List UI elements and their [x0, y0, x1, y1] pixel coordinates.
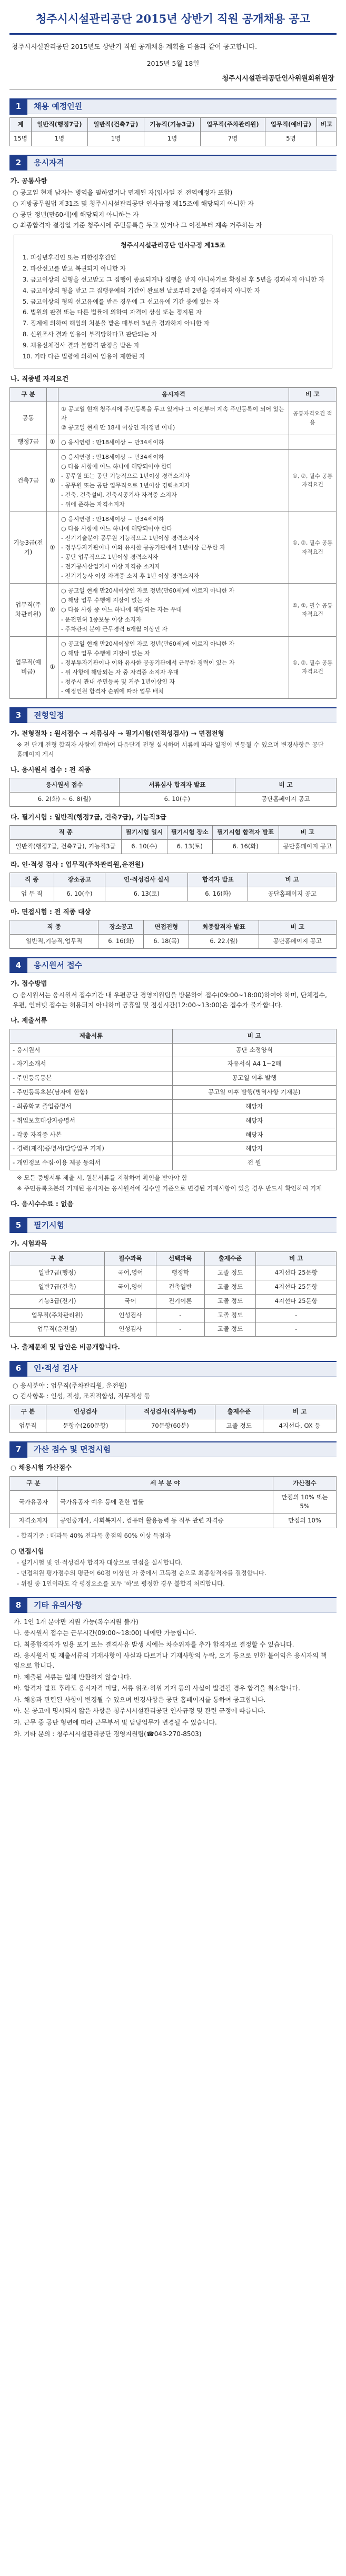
table-cell: 해당자 — [172, 1128, 336, 1142]
table-cell: 6. 16(화) — [188, 887, 248, 901]
table-cell: 인성검사 — [105, 1322, 156, 1337]
table-cell: 5명 — [265, 132, 317, 146]
subsection-title: 나. 출제문제 및 답안은 비공개합니다. — [11, 1343, 121, 1351]
table-header: 일반직(행정7급) — [31, 118, 87, 132]
table-cell: 6. 16(화) — [212, 840, 279, 854]
aptitude-table — [9, 1405, 337, 1434]
table-cell: 해당자 — [172, 1114, 336, 1128]
table-cell: 국어,영어 — [105, 1266, 156, 1280]
table-cell: 공고일 이후 발행 — [172, 1071, 336, 1086]
section-number: 3 — [9, 707, 27, 723]
table-cell: 6. 10(수) — [54, 887, 105, 901]
requirement-line: ○ 해당 업무 수행에 지장이 없는 자 — [61, 649, 150, 657]
table-cell: 6. 22.(월) — [189, 935, 259, 949]
table-cell: 해당자 — [172, 1099, 336, 1114]
table-row — [10, 402, 337, 435]
requirement-line: ○ 응시연령 : 만18세이상 ~ 만34세이하 — [61, 438, 164, 446]
table-cell: 고졸 정도 — [204, 1322, 256, 1337]
requirement-line: - 위에 준하는 자격소지자 — [61, 501, 125, 508]
table-header: 비 고 — [256, 1252, 337, 1266]
requirement-line: - 전기기능사 이상 자격증 소지 후 1년 이상 경력소지자 — [61, 573, 200, 580]
table-row — [10, 1280, 337, 1294]
table-row — [10, 1099, 337, 1114]
section-number: 4 — [9, 957, 27, 973]
interview-item: - 면접위원 평가점수의 평균이 60점 이상인 자 중에서 고득점 순으로 최종합격자를 결정합니다. — [17, 1569, 266, 1577]
table-cell: 공단 소정양식 — [172, 1043, 336, 1057]
section-header — [9, 1441, 337, 1457]
regulation-item: 7. 징계에 의하여 해임의 처분을 받은 때부터 3년을 경과하지 아니한 자 — [23, 319, 210, 327]
table-cell: 고졸 정도 — [204, 1280, 256, 1294]
table-cell: 4지선다 25문항 — [256, 1280, 337, 1294]
table-row — [10, 512, 337, 584]
table-header: 응시원서 접수 — [10, 778, 120, 793]
regulation-item: 10. 기타 다른 법령에 의하여 임용이 제한된 자 — [23, 352, 145, 360]
subsection-title: 가. 전형절차 : 원서접수 → 서류심사 → 필기시험(인적성검사) → 면접전형 — [11, 729, 224, 737]
note-text: ※ 주민등록초본의 기재된 응시자는 응시원서에 접수일 기준으로 변경된 기재사항이 있을 경우 반드시 확인하여 기재 — [17, 1184, 322, 1192]
table-cell: 기능3급(전기) — [10, 512, 47, 584]
table-row — [10, 1490, 337, 1514]
table-row — [10, 1419, 337, 1433]
section-header — [9, 707, 337, 723]
table-header: 비 고 — [248, 873, 337, 887]
table-header: 구 분 — [10, 387, 47, 402]
table-cell: 행정학 — [156, 1266, 204, 1280]
table-header: 비 고 — [172, 1029, 336, 1043]
table-cell: 70문항(60분) — [125, 1419, 215, 1433]
table-cell: 인성검사 — [105, 1308, 156, 1322]
requirement-line: - 예정인원 합격자 순위에 따라 업무 배치 — [61, 687, 164, 695]
table-cell: 국가유공자 예우 등에 관한 법률 — [57, 1490, 273, 1514]
section-number: 2 — [9, 155, 27, 171]
table-header: 장소공고 — [98, 920, 144, 935]
table-cell: 6. 2(화) ~ 6. 8(월) — [10, 793, 120, 807]
method-text: ○ 응시원서는 응시원서 접수기간 내 우편공단 경영지원팀을 방문하여 접수(09:00~18:00)하여야 하며, 단체접수, 우편, 인터넷 접수는 허용되지 아니하며 공휴일 및 점심시간(12:00~13:00)은 접수가 불가합니다. — [13, 991, 327, 1009]
table-cell: 국가유공자 — [10, 1490, 57, 1514]
table-cell: 7명 — [200, 132, 265, 146]
section-2 — [9, 155, 337, 699]
written-exam-table — [9, 825, 337, 854]
table-cell: 6. 10(수) — [119, 793, 235, 807]
table-cell: 15명 — [10, 132, 32, 146]
table-cell: - — [156, 1308, 204, 1322]
table-row — [10, 435, 337, 449]
table-row — [10, 449, 337, 512]
table-cell: ① — [47, 449, 58, 512]
table-cell: - 취업보호대상자증명서 — [10, 1114, 173, 1128]
subsection-title: 나. 제출서류 — [11, 1016, 47, 1025]
table-header: 적성검사(직무능력) — [125, 1405, 215, 1419]
notice-item: 다. 최종합격자가 임용 포기 또는 결격사유 발생 시에는 차순위자를 추가 합격자로 결정할 수 있습니다. — [14, 1640, 294, 1648]
table-header: 필기시험 합격자 발표 — [212, 826, 279, 840]
common-item: ○ 공고일 현재 남자는 병역을 필하였거나 면제된 자(입사일 전 전역예정자 포함) — [13, 189, 233, 197]
section-title: 가산 점수 및 면접시험 — [34, 1445, 111, 1455]
table-row — [10, 840, 337, 854]
table-header: 출제수준 — [215, 1405, 263, 1419]
bonus-points-table — [9, 1476, 337, 1528]
section-6 — [9, 1361, 337, 1434]
table-header: 직 종 — [10, 826, 122, 840]
subsection-title: ○ 채용시험 가산점수 — [11, 1464, 72, 1472]
table-header: 기능직(기능3급) — [144, 118, 200, 132]
announcement-date: 2015년 5월 18일 — [146, 59, 200, 67]
requirement-cell — [58, 402, 289, 435]
table-cell: - — [256, 1308, 337, 1322]
notice-item: 라. 응시원서 및 제출서류의 기재사항이 사실과 다르거나 기재사항의 누락, 오기 등으로 인한 불이익은 응시자의 책임으로 합니다. — [14, 1652, 327, 1670]
requirement-line: ○ 응시연령 : 만18세이상 ~ 만34세이하 — [61, 516, 164, 523]
section-header — [9, 1597, 337, 1613]
requirement-line: - 공단 업무직으로 1년이상 경력소지자 — [61, 554, 159, 561]
section-5 — [9, 1217, 337, 1352]
notice-item: 사. 채용과 관련된 사항이 변경될 수 있으며 변경사항은 공단 홈페이지를 통하여 공고합니다. — [14, 1696, 266, 1703]
table-cell: 공인중개사, 사회복지사, 컴퓨터 활용능력 등 직무 관련 자격증 — [57, 1514, 273, 1528]
note-text: ※ 전 단계 전형 합격자 사람에 한하여 다음단계 전형 실시하며 서류에 따라 일정이 변동될 수 있으며 변경사항은 공단 홈페이지 게시 — [17, 741, 324, 758]
table-header: 계 — [10, 118, 32, 132]
section-number: 6 — [9, 1361, 27, 1377]
requirement-line: ○ 응시연령 : 만18세이상 ~ 만34세이하 — [61, 453, 164, 460]
table-cell: ① — [47, 636, 58, 698]
requirement-line: - 운전면허 1종보통 이상 소지자 — [61, 616, 142, 623]
table-row — [10, 1514, 337, 1528]
table-cell: 공단홈페이지 공고 — [259, 935, 337, 949]
table-cell: - 주민등록등본 — [10, 1071, 173, 1086]
section-number: 1 — [9, 99, 27, 115]
common-item: ○ 지방공무원법 제31조 및 청주시시설관리공단 인사규정 제15조에 해당되지 아니한 자 — [13, 199, 254, 207]
table-cell: 6. 10(수) — [122, 840, 167, 854]
table-row — [10, 636, 337, 698]
table-cell: - — [256, 1322, 337, 1337]
section-title: 전형일정 — [34, 710, 64, 720]
table-header: 비 고 — [289, 387, 337, 402]
regulation-item: 8. 신원조사 결과 임용이 부적당하다고 판단되는 자 — [23, 330, 157, 338]
table-cell: 국어 — [105, 1294, 156, 1308]
requirement-line: - 주차관리 분야 근무경력 6개월 이상인 자 — [61, 625, 167, 633]
requirement-line: - 건축, 건축설비, 건축시공기사 자격증 소지자 — [61, 491, 177, 498]
subsection-title: 가. 시험과목 — [11, 1239, 47, 1247]
table-row — [10, 793, 337, 807]
table-cell: 행정7급 — [10, 435, 47, 449]
note-text: - 합격기준 : 매과목 40% 전과목 총점의 60% 이상 득점자 — [17, 1532, 171, 1540]
table-row — [10, 1071, 337, 1086]
table-row — [10, 935, 337, 949]
page-title: 청주시시설관리공단 2015년 상반기 직원 공개채용 공고 — [9, 7, 337, 35]
table-cell: 공통 — [10, 402, 47, 435]
requirement-line: - 전기공사산업기사 이상 자격증 소지자 — [61, 563, 160, 570]
table-header: 최종합격자 발표 — [189, 920, 259, 935]
regulation-item: 3. 금고이상의 실형을 선고받고 그 집행이 종료되거나 집행을 받지 아니하기로 확정된 후 5년을 경과하지 아니한 자 — [23, 275, 325, 283]
requirement-cell — [58, 584, 289, 636]
section-header — [9, 98, 337, 114]
issuer: 청주시시설관리공단인사위원회위원장 — [9, 71, 337, 90]
requirement-line: - 정부투자기관이나 이와 유사한 공공기관에서 1년이상 근무한 자 — [61, 544, 225, 552]
intro-text: 청주시시설관리공단 2015년도 상반기 직원 공개채용 계획을 다음과 같이 공고합니다. — [12, 42, 258, 51]
requirement-line: ① 공고일 현재 청주시에 주민등록을 두고 있거나 그 이전부터 계속 주민등록이 되어 있는 자 — [61, 405, 284, 422]
table-cell: 해당자 — [172, 1142, 336, 1156]
notice-item: 아. 본 공고에 명시되지 않은 사항은 청주시시설관리공단 인사규정 및 관련 규정에 따릅니다. — [14, 1707, 266, 1715]
requirement-cell — [58, 636, 289, 698]
subsection-title: 라. 인·적성 검사 : 업무직(주차관리원,운전원) — [11, 860, 144, 868]
table-cell: 6. 16(화) — [98, 935, 144, 949]
table-cell: ①, ②, 필수 공통자격요건 — [289, 584, 337, 636]
table-cell: 6. 13(토) — [167, 840, 212, 854]
table-header: 업무직(주차관리원) — [200, 118, 265, 132]
table-cell: 만점의 10% — [273, 1514, 337, 1528]
requirement-line: ○ 다음 사항에 어느 하나에 해당되어야 한다 — [61, 525, 173, 533]
table-header: 서류심사 합격자 발표 — [119, 778, 235, 793]
table-cell — [47, 402, 58, 435]
table-cell: 고졸 정도 — [204, 1308, 256, 1322]
table-row — [10, 1043, 337, 1057]
table-cell: 고졸 정도 — [204, 1266, 256, 1280]
table-row — [10, 1156, 337, 1170]
table-cell: 만점의 10% 또는 5% — [273, 1490, 337, 1514]
section-title: 응시자격 — [34, 157, 64, 167]
table-cell: - 각종 자격증 사본 — [10, 1128, 173, 1142]
regulation-item: 2. 파산선고를 받고 복권되지 아니한 자 — [23, 265, 126, 273]
notice-item: 차. 기타 문의 : 청주시시설관리공단 경영지원팀(☎043-270-8503) — [14, 1730, 202, 1738]
table-cell: 전기이론 — [156, 1294, 204, 1308]
table-header: 업무직(예비급) — [265, 118, 317, 132]
requirement-line: ○ 다음 사항에 어느 하나에 해당되어야 한다 — [61, 463, 173, 470]
section-title: 응시원서 접수 — [34, 960, 83, 970]
table-header: 세 부 분 야 — [57, 1476, 273, 1490]
table-cell: 4지선다 25문항 — [256, 1294, 337, 1308]
table-cell: 업 무 직 — [10, 887, 54, 901]
table-cell: 건축7급 — [10, 449, 47, 512]
table-cell: 고졸 정도 — [204, 1294, 256, 1308]
table-cell: 자유서식 A4 1~2매 — [172, 1057, 336, 1071]
table-row — [10, 132, 337, 146]
regulation-item: 5. 금고이상의 형의 선고유예를 받은 경우에 그 선고유예 기간 중에 있는 자 — [23, 297, 220, 305]
section-title: 필기시험 — [34, 1220, 64, 1230]
regulation-item: 9. 채용신체검사 결과 불합격 판정을 받은 자 — [23, 341, 140, 349]
table-row — [10, 1294, 337, 1308]
common-item: ○ 공단 정년(만60세)에 해당되지 아니하는 자 — [13, 211, 139, 218]
table-cell: 업무직(주차관리원) — [10, 1308, 105, 1322]
table-row — [10, 1114, 337, 1128]
table-cell: - 경력(재직)증명서(담당업무 기재) — [10, 1142, 173, 1156]
table-cell: 일반직(행정7급, 건축7급), 기능직3급 — [10, 840, 122, 854]
table-cell: ① — [47, 584, 58, 636]
table-header: 일반직(건축7급) — [87, 118, 144, 132]
requirement-line: - 전기기술분야 공무원 기능직으로 1년이상 경력소지자 — [61, 535, 200, 542]
table-cell: 기능3급(전기) — [10, 1294, 105, 1308]
documents-table — [9, 1029, 337, 1170]
common-item: ○ 최종합격자 결정일 기준 청주시에 주민등록을 두고 있거나 그 이전부터 계속 거주하는 자 — [13, 222, 262, 229]
regulation-item: 6. 법원의 판결 또는 다른 법률에 의하여 자격이 상실 또는 정지된 자 — [23, 308, 202, 316]
table-header — [47, 387, 58, 402]
table-header: 합격자 발표 — [188, 873, 248, 887]
section-number: 7 — [9, 1442, 27, 1458]
table-header: 필수과목 — [105, 1252, 156, 1266]
notice-item: 나. 응시원서 접수는 근무시간(09:00~18:00) 내에만 가능합니다. — [14, 1629, 197, 1637]
regulation-box — [14, 235, 332, 369]
table-row — [10, 584, 337, 636]
regulation-title: 청주시시설관리공단 인사규정 제15조 — [121, 241, 225, 249]
requirement-line: ○ 공고일 현재 만20세이상인 자로 정년(만60세)에 이르지 아니한 자 — [61, 587, 235, 595]
table-row — [10, 1322, 337, 1337]
table-cell: 업무직(운전원) — [10, 1322, 105, 1337]
table-cell: ① — [47, 435, 58, 449]
table-cell: 공고일 이후 발행(병역사항 기재분) — [172, 1086, 336, 1100]
table-cell: 일반7급(행정) — [10, 1266, 105, 1280]
section-8 — [9, 1597, 337, 1739]
aptitude-text: ○ 검사항목 : 인성, 적성, 조직적합성, 직무적성 등 — [13, 1392, 151, 1400]
table-header: 선택과목 — [156, 1252, 204, 1266]
table-cell: - — [156, 1322, 204, 1337]
notice-item: 마. 제출된 서류는 일체 반환하지 않습니다. — [14, 1673, 132, 1681]
table-header: 비 고 — [279, 826, 336, 840]
requirement-line: - 정부투자기관이나 이와 유사한 공공기관에서 근무한 경력이 있는 자 — [61, 659, 235, 666]
table-row — [10, 1057, 337, 1071]
requirement-line: - 청주시 관내 주민등록 및 거주 1년이상인 자 — [61, 678, 175, 685]
table-header: 인·적성검사 실시 — [105, 873, 188, 887]
table-cell: 공단홈페이지 공고 — [279, 840, 336, 854]
interview-item: - 필기시험 및 인·적성검사 합격자 대상으로 면접을 실시합니다. — [17, 1559, 183, 1567]
regulation-item: 1. 피성년후견인 또는 피한정후견인 — [23, 254, 116, 262]
table-cell: 공통자격요건 적용 — [289, 402, 337, 435]
requirement-line: ○ 다음 사항 중 어느 하나에 해당되는 자는 우대 — [61, 606, 182, 614]
table-cell: 1명 — [87, 132, 144, 146]
aptitude-text: ○ 응시분야 : 업무직(주차관리원, 운전원) — [13, 1381, 127, 1389]
table-cell: 공단홈페이지 공고 — [235, 793, 337, 807]
subsection-title: ○ 면접시험 — [11, 1547, 44, 1555]
subsection-title: 가. 공통사항 — [11, 176, 47, 185]
subsection-title: 나. 응시원서 접수 : 전 직종 — [11, 765, 91, 774]
requirement-line: ○ 공고일 현재 만20세이상인 자로 정년(만60세)에 이르지 아니한 자 — [61, 640, 235, 647]
table-cell: 일반7급(건축) — [10, 1280, 105, 1294]
table-cell: 업무직(주차관리원) — [10, 584, 47, 636]
table-header: 직 종 — [10, 873, 54, 887]
section-header — [9, 1361, 337, 1377]
table-row — [10, 1128, 337, 1142]
table-cell: 건축일반 — [156, 1280, 204, 1294]
table-cell: ① — [47, 512, 58, 584]
table-header: 직 종 — [10, 920, 98, 935]
table-header: 구 분 — [10, 1476, 57, 1490]
section-number: 5 — [9, 1217, 27, 1233]
table-header: 제출서류 — [10, 1029, 173, 1043]
table-row — [10, 1142, 337, 1156]
table-header: 비 고 — [263, 1405, 337, 1419]
requirement-line: - 공무원 또는 공단 기능직으로 1년이상 경력소지자 — [61, 472, 190, 479]
table-cell: 일반직,기능직,업무직 — [10, 935, 98, 949]
section-title: 인·적성 검사 — [34, 1364, 78, 1374]
section-header — [9, 957, 337, 973]
table-cell: 문항수(260문항) — [46, 1419, 125, 1433]
table-header: 필기시험 장소 — [167, 826, 212, 840]
notice-item: 가. 1인 1개 분야만 지원 가능(복수지원 불가) — [14, 1618, 139, 1626]
requirement-cell — [58, 512, 289, 584]
table-row — [10, 887, 337, 901]
table-cell: 6. 18(목) — [144, 935, 189, 949]
table-cell: 6. 13(토) — [105, 887, 188, 901]
table-header: 인성검사 — [46, 1405, 125, 1419]
section-4 — [9, 957, 337, 1209]
notice-item: 자. 근무 중 공단 형편에 따라 근무부서 및 담당업무가 변경될 수 있습니다. — [14, 1719, 217, 1726]
subsection-title: 나. 직종별 자격요건 — [11, 375, 69, 383]
table-cell — [317, 132, 336, 146]
table-header: 구 분 — [10, 1252, 105, 1266]
subsection-title: 가. 접수방법 — [11, 979, 47, 987]
table-cell: 4지선다 25문항 — [256, 1266, 337, 1280]
table-cell: 4지선다, OX 등 — [263, 1419, 337, 1433]
table-cell: 업무직 — [10, 1419, 46, 1433]
table-header: 비고 — [317, 118, 336, 132]
section-header — [9, 1217, 337, 1233]
requirement-line: - 공무원 또는 공단 업무직으로 1년이상 경력소지자 — [61, 482, 190, 489]
table-cell: 국어,영어 — [105, 1280, 156, 1294]
table-header: 구 분 — [10, 1405, 46, 1419]
section-header — [9, 155, 337, 171]
table-cell: 1명 — [144, 132, 200, 146]
table-cell: 업무직(예비급) — [10, 636, 47, 698]
table-cell: ①, ②, 필수 공통자격요건 — [289, 449, 337, 512]
subsection-title: 마. 면접시험 : 전 직종 대상 — [11, 907, 91, 916]
table-header: 장소공고 — [54, 873, 105, 887]
requirement-line: - 위 사항에 해당되는 자 중 자격증 소지자 우대 — [61, 668, 179, 676]
aptitude-test-table — [9, 873, 337, 901]
notice-item: 바. 합격자 발표 후라도 응시자격 미달, 서류 위조·허위 기재 등의 사실이 발견될 경우 합격을 취소합니다. — [14, 1685, 300, 1692]
table-cell: - 자기소개서 — [10, 1057, 173, 1071]
interview-table — [9, 920, 337, 949]
table-cell: 고졸 정도 — [215, 1419, 263, 1433]
table-header: 면접전형 — [144, 920, 189, 935]
table-header: 응시자격 — [58, 387, 289, 402]
table-cell: - 최종학교 졸업증명서 — [10, 1099, 173, 1114]
qualification-table — [9, 387, 337, 699]
table-cell: - 응시원서 — [10, 1043, 173, 1057]
section-title: 채용 예정인원 — [34, 102, 83, 112]
table-header: 가산점수 — [273, 1476, 337, 1490]
requirement-line: ○ 해당 업무 수행에 지장이 없는 자 — [61, 597, 150, 604]
table-cell: 1명 — [31, 132, 87, 146]
table-header: 비 고 — [259, 920, 337, 935]
headcount-table — [9, 117, 337, 146]
table-cell: ①, ②, 필수 공통자격요건 — [289, 636, 337, 698]
requirement-cell — [58, 449, 289, 512]
table-cell — [289, 435, 337, 449]
exam-subjects-table — [9, 1251, 337, 1337]
section-7 — [9, 1441, 337, 1588]
table-cell: 자격소지자 — [10, 1514, 57, 1528]
section-number: 8 — [9, 1597, 27, 1613]
interview-item: - 위원 중 1인이라도 각 평정요소를 모두 '하'로 평정한 경우 불합격 처리합니다. — [17, 1579, 225, 1587]
table-cell: 전 원 — [172, 1156, 336, 1170]
requirement-line: ② 공고일 현재 만 18세 이상인 자(정년 이내) — [61, 424, 175, 431]
subsection-title: 다. 응시수수료 : 없음 — [11, 1199, 74, 1208]
section-3 — [9, 707, 337, 949]
table-cell: ①, ②, 필수 공통자격요건 — [289, 512, 337, 584]
table-row — [10, 1266, 337, 1280]
subsection-title: 다. 필기시험 : 일반직(행정7급, 건축7급), 기능직3급 — [11, 813, 166, 821]
table-header: 출제수준 — [204, 1252, 256, 1266]
requirement-cell — [58, 435, 289, 449]
section-title: 기타 유의사항 — [34, 1600, 83, 1610]
application-schedule-table — [9, 778, 337, 807]
regulation-item: 4. 금고이상의 형을 받고 그 집행유예의 기간이 완료된 날로부터 2년을 경과하지 아니한 자 — [23, 286, 260, 294]
note-text: ※ 모든 증빙서류 제출 시, 원본서류를 지참하여 확인을 받아야 함 — [17, 1174, 187, 1181]
table-header: 비 고 — [235, 778, 337, 793]
table-row — [10, 1308, 337, 1322]
table-cell: 공단홈페이지 공고 — [248, 887, 337, 901]
table-cell: - 개인정보 수집·이용 제공 동의서 — [10, 1156, 173, 1170]
table-header: 필기시험 일시 — [122, 826, 167, 840]
section-1 — [9, 98, 337, 146]
table-row — [10, 1086, 337, 1100]
table-cell: - 주민등록초본(남자에 한함) — [10, 1086, 173, 1100]
